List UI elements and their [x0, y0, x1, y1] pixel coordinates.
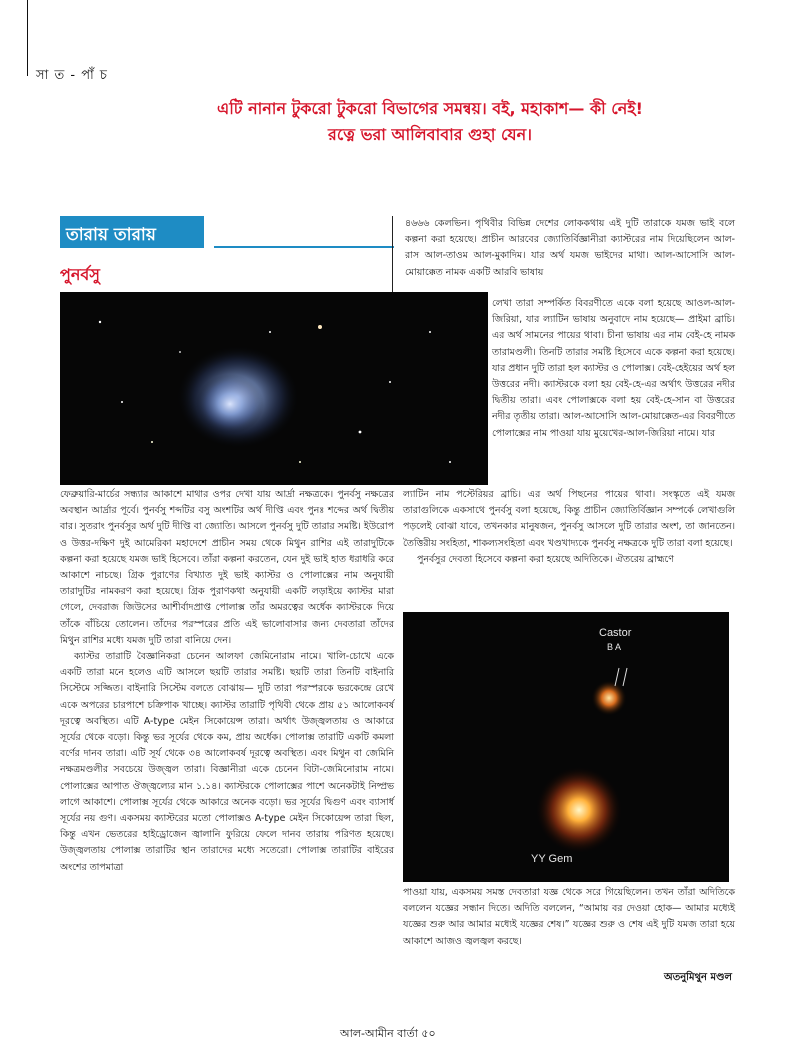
galaxy-image	[60, 292, 488, 485]
ba-label: B A	[607, 642, 622, 652]
author-credit: অতনুমিথুন মণ্ডল	[664, 972, 732, 983]
paragraph-right-low	[403, 487, 735, 568]
paragraph-left-1: ফেব্রুয়ারি-মার্চের সন্ধ্যার আকাশে মাথার ওপর দেখা যায় আর্দ্রা নক্ষত্রকে। পুনর্বসু নক্ষত্রের অবস্থান আর্দ্রার পূর্বে। পুনর্বসু শব্দটির বসু অংশটির অর্থ দীপ্তি এবং পুনঃ শব্দের অর্থ দ্বিতীয় বার। সুতরাং পুনর্বসুর অর্থ দুটি দীপ্তি বা জ্যোতি। আসলে পুনর্বসু দুটি তারার সমষ্টি। ইউরোপ ও উত্তর-দক্ষিণ দুই আমেরিকা মহাদেশে প্রাচীন সময় থেকে মিথুন রাশির এই তারাদুটিকে কল্পনা করা হয়েছে যমজ ভাই হিসেবে। তাঁরা কল্পনা করতেন, যেন দুই ভাই হাত ধরাধরি করে আকাশে নাচছে। গ্রিক পুরাণের বিখ্যাত দুই ভাই ক্যাস্টর ও পোলাক্সের নাম অনুযায়ী তারাদুটির নামকরণ করা হয়েছে। গ্রিক পুরাণকথা অনুযায়ী একটি লড়াইয়ে ক্যাস্টর মারা গেলে, দেবরাজ জিউসের আশীর্বাদপ্রাপ্ত পোলাক্স তাঁর অমরত্বের অর্ধেক ক্যাস্টরকে দিয়ে তাঁকে বাঁচিয়ে তোলেন। তাঁদের পরস্পরের প্রতি এই ভালোবাসার জন্য দেবতারা তাঁদের মিথুন রাশির মধ্যে যমজ দুটি তারা বানিয়ে দেন।	[60, 489, 394, 646]
article-heading-box	[60, 216, 214, 248]
castor-b-star	[591, 680, 627, 716]
paragraph-right-mid: লেখা তারা সম্পর্কিত বিবরণীতে একে বলা হয়েছে আওল-আল-জিরিয়া, যার ল্যাটিন ভাষায় অনুবাদে নাম হয়েছে— প্রাইমা ব্রাচি। এর অর্থ সামনের পায়ের থাবা। চীনা ভাষায় এর নাম বেই-হে নামক তারামণ্ডলী। তিনটি তারার সমষ্টি হিসেবে একে কল্পনা করা হয়েছে। যার প্রধান দুটি তারা হল ক্যাস্টর ও পোলাক্স। বেই-হেইয়ের অর্থ হল উত্তরের নদী। ক্যাস্টরকে বলা হয় বেই-হে-এর অর্থাৎ উত্তরের নদীর দ্বিতীয় তারা। এবং পোলাক্সকে বলা হয় বেই-হে-সান বা উত্তরের নদীর তৃতীয় তারা। আল-আসোসি আল-মোয়াক্কেত-এর বিবরণীতে পোলাক্সের নাম পাওয়া যায় মুয়েখের-আল-জিরিয়া নামে। যার	[492, 298, 735, 439]
paragraph-right-bottom: পাওয়া যায়, একসময় সমস্ত দেবতারা যজ্ঞ থেকে সরে গিয়েছিলেন। তখন তাঁরা অদিতিকে বললেন যজ্ঞের সন্ধান দিতে। অদিতি বললেন, “আমায় বর দেওয়া হোক— আমার মধ্যেই যজ্ঞের শুরু আর আমার মধ্যেই যজ্ঞের শেষ।” যজ্ঞের শুরু ও শেষ এই দুটি যমজ তারা হয়ে আকাশে আজও জ্বলজ্বল করছে।	[403, 887, 735, 947]
headline-line-2: রত্নে ভরা আলিবাবার গুহা যেন।	[328, 125, 532, 144]
paragraph-right-low-2: পুনর্বসুর দেবতা হিসেবে কল্পনা করা হয়েছে অদিতিকে। ঐতরেয় ব্রাহ্মণে	[417, 553, 674, 565]
margin-rule	[27, 0, 28, 76]
castor-label: Castor	[599, 627, 632, 639]
section-label: সা ত - পাঁ চ	[36, 68, 108, 83]
article-heading: তারায় তারায়	[66, 225, 156, 245]
paragraph-left-2: ক্যাস্টর তারাটি বৈজ্ঞানিকরা চেনেন আলফা জেমিনোরাম নামে। খালি-চোখে একে একটি তারা মনে হলেও এটি আসলে ছয়টি তারার সমষ্টি। ছয়টি তারা তিনটি বাইনারি সিস্টেমে সজ্জিত। বাইনারি সিস্টেম বলতে বোঝায়— দুটি তারা পরস্পরকে ভরকেন্দ্রে রেখে একে অপরের চারপাশে চক্রিপাক খাচ্ছে। ক্যাস্টর তারাটি পৃথিবী থেকে প্রায় ৫১ আলোকবর্ষ দূরত্বে অবস্থিত। এটি A-type মেইন সিকোয়েন্স তারা। অর্থাৎ উজ্জ্বলতায় ও আকারে সূর্যের থেকে বড়ো। কিন্তু ভর সূর্যের থেকে কম, প্রায় অর্ধেক। পোলাক্স তারাটি একটি কমলা বর্ণের দানব তারা। এটি সূর্য থেকে ৩৪ আলোকবর্ষ দূরত্বে অবস্থিত। এবং মিথুন বা জেমিনি নক্ষত্রমণ্ডলীর সবচেয়ে উজ্জ্বল তারা। বিজ্ঞানীরা একে চেনেন বিটা-জেমিনোরাম নামে। পোলাক্সের আপাত ঔজ্জ্বল্যের মান ১.১৪। ক্যাস্টরকে পোলাক্সের পাশে অনেকটাই নিষ্প্রভ লাগে আকাশে। পোলাক্স সূর্যের থেকে আকারে অনেক বড়ো। ভর সূর্যের দ্বিগুণ এবং ব্যাসার্ধ সূর্যের নয় গুণ। একসময় ক্যাস্টরের মতো পোলাক্সও A-type মেইন সিকোয়েন্স তারা ছিল, কিন্তু এখন ভেতরের হাইড্রোজেন জ্বালানি ফুরিয়ে ফেলে দানব তারায় পরিণত হয়েছে। উজ্জ্বলতায় পোলাক্স তারাটির স্থান তারাদের মধ্যে সতেরো। পোলাক্স তারাটির বাইরের অংশের তাপমাত্রা	[60, 651, 394, 873]
page-footer: আল-আমীন বার্তা ৫০	[340, 1027, 436, 1040]
paragraph-left	[60, 487, 394, 876]
paragraph-right-top: ৪৬৬৬ কেলভিন। পৃথিবীর বিভিন্ন দেশের লোককথায় এই দুটি তারাকে যমজ ভাই বলে কল্পনা করা হয়েছে। প্রাচীন আরবের জ্যোতির্বিজ্ঞানীরা ক্যাস্টরের নাম দিয়েছিলেন আল-রাস আল-তাওম আল-মুকাদিম। যার অর্থ যমজ ভাইদের মাথা। আল-আসোসি আল-মোয়াক্কেত নামক একটি আরবি ভাষায়	[405, 218, 735, 278]
article-subheading: পুনর্বসু	[60, 265, 100, 284]
paragraph-right-low-1: ল্যাটিন নাম পস্টেরিয়র ব্রাচি। এর অর্থ পিছনের পায়ের থাবা। সংস্কৃতে এই যমজ তারাগুলিকে একসাথে পুনর্বসু বলা হয়েছে, কিন্তু প্রাচীন জ্যোতির্বিজ্ঞান সম্পর্কে লেখাগুলি পড়লেই বোঝা যাবে, তখনকার মানুষজন, পুনর্বসু আসলে দুটি তারার অংশ, তা জানতেন। তৈত্তিরীয় সংহিতা, শাকল্যসংহিতা এবং খণ্ডখাদ্যকে পুনর্বসু নক্ষত্রকে দুটি তারা বলা হয়েছে।	[403, 489, 735, 549]
yy-gem-label: YY Gem	[531, 853, 573, 865]
castor-image	[403, 612, 729, 882]
headline-line-1: এটি নানান টুকরো টুকরো বিভাগের সমন্বয়। বই, মহাকাশ— কী নেই!	[217, 99, 643, 118]
castor-photo	[403, 612, 729, 882]
galaxy-photo	[60, 292, 488, 485]
castor-bright-star	[535, 766, 623, 854]
heading-underline	[214, 246, 394, 248]
headline	[120, 96, 740, 148]
